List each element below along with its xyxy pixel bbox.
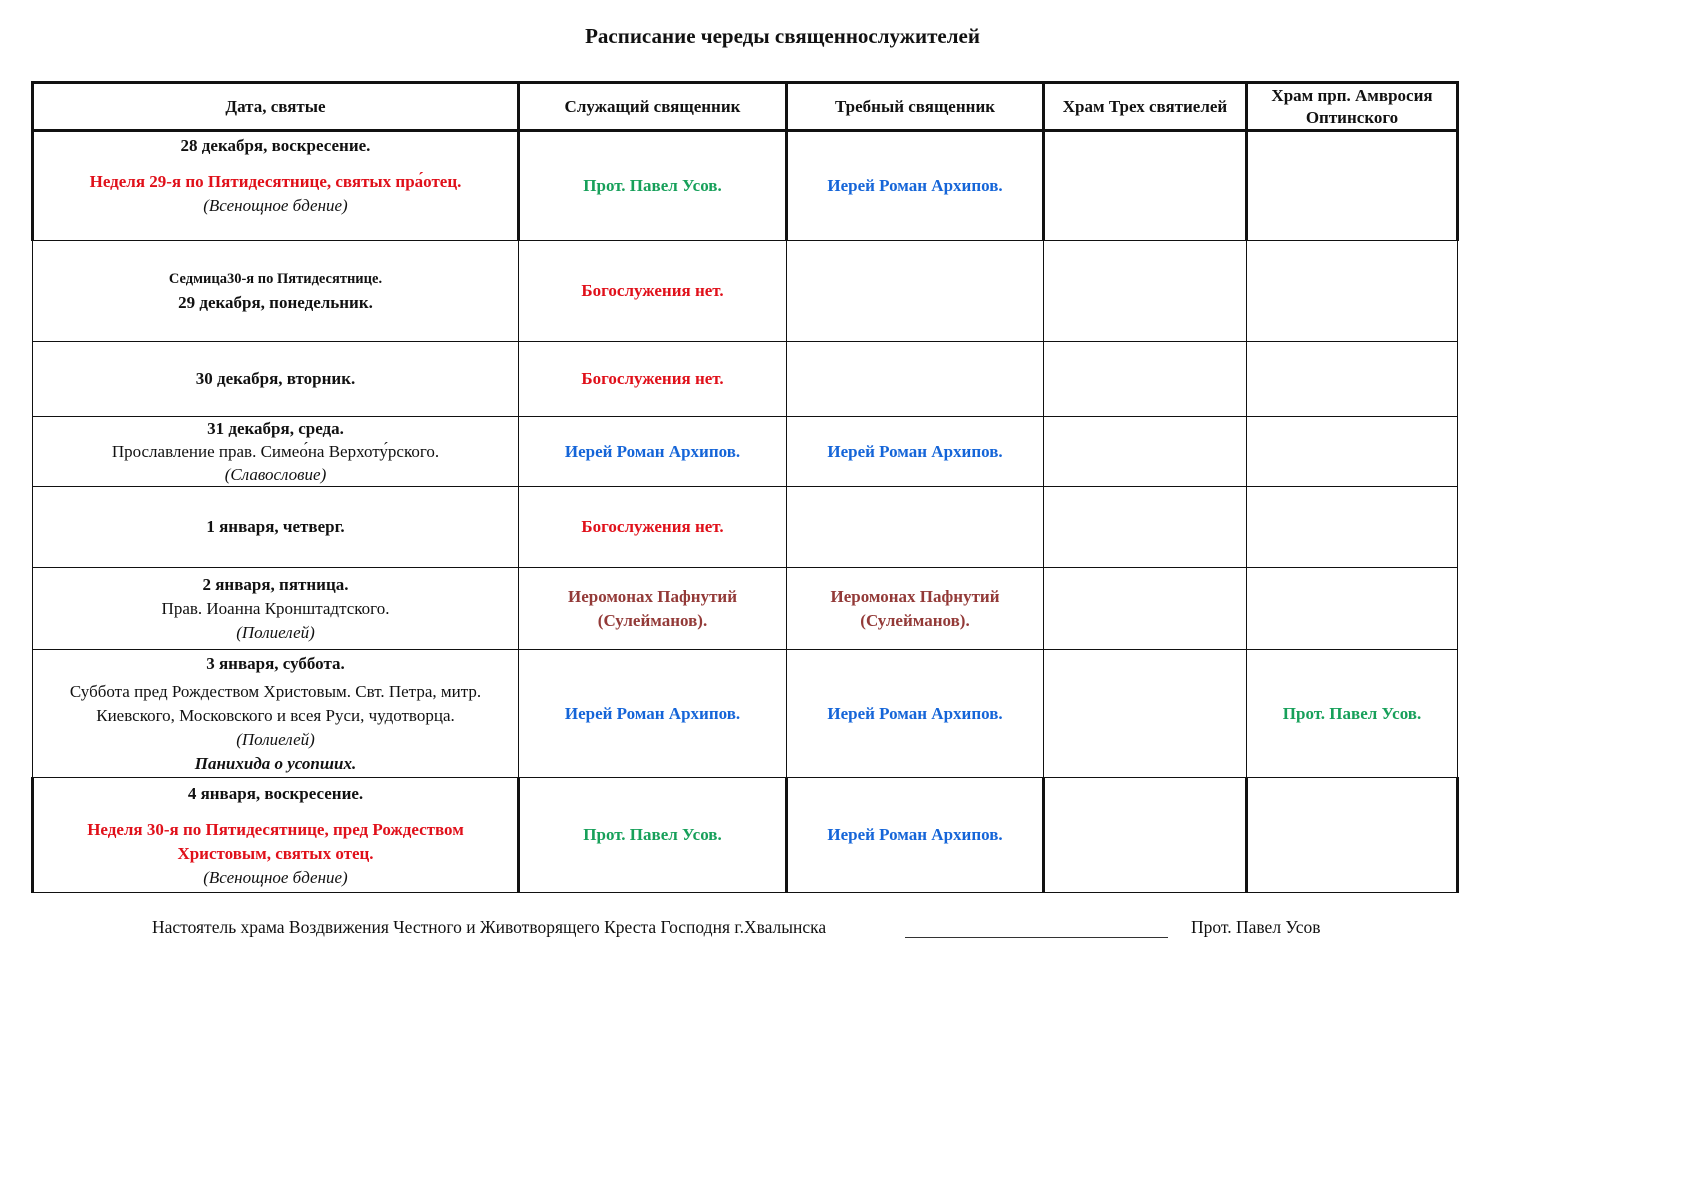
saint-text: Прав. Иоанна Кронштадтского.	[161, 598, 390, 618]
schedule-table	[31, 81, 1459, 893]
serving-priest-cell: Иерей Роман Архипов.	[519, 650, 787, 778]
table-row	[33, 487, 1458, 568]
date-text: 2 января, пятница.	[202, 574, 349, 594]
treby-priest-cell: Иерей Роман Архипов.	[787, 650, 1044, 778]
service-text: (Полиелей)	[236, 729, 315, 749]
date-text: 28 декабря, воскресение.	[180, 136, 371, 155]
header-three-hierarchs-church: Храм Трех святиелей	[1044, 83, 1247, 131]
service-text: (Всенощное бдение)	[203, 868, 348, 887]
table-row	[33, 650, 1458, 778]
date-cell	[33, 487, 519, 568]
serving-priest-cell: Богослужения нет.	[519, 241, 787, 342]
feast-text: Неделя 29-я по Пятидесятнице, святых пра́отец.	[89, 172, 462, 191]
date-cell	[33, 342, 519, 417]
ambrose-cell	[1247, 778, 1458, 893]
treby-priest-cell: Иерей Роман Архипов.	[787, 778, 1044, 893]
service-text: (Славословие)	[224, 465, 327, 484]
page-title: Расписание череды священнослужителей	[585, 24, 980, 48]
serving-priest-cell	[519, 568, 787, 650]
rector-label: Настоятель храма Воздвижения Честного и Животворящего Креста Господня г.Хвалынска	[152, 917, 827, 937]
date-cell	[33, 778, 519, 893]
serving-priest-name: Иеромонах Пафнутий	[567, 586, 738, 606]
three-hierarchs-cell	[1044, 417, 1247, 487]
date-cell	[33, 131, 519, 241]
date-text: 31 декабря, среда.	[207, 419, 344, 438]
saint-text-line1: Суббота пред Рождеством Христовым. Свт. Петра, митр.	[69, 681, 482, 701]
date-text: 3 января, суббота.	[206, 653, 345, 673]
service-text: (Всенощное бдение)	[203, 196, 348, 215]
saint-text-line2: Киевского, Московского и всея Руси, чудотворца.	[96, 705, 455, 725]
table-row	[33, 778, 1458, 893]
serving-priest-cell: Богослужения нет.	[519, 342, 787, 417]
three-hierarchs-cell	[1044, 487, 1247, 568]
treby-priest-cell	[787, 241, 1044, 342]
ambrose-cell	[1247, 417, 1458, 487]
three-hierarchs-cell	[1044, 131, 1247, 241]
signature-line	[905, 937, 1168, 938]
date-text: 1 января, четверг.	[206, 517, 345, 536]
date-cell	[33, 568, 519, 650]
treby-priest-cell	[787, 342, 1044, 417]
ambrose-cell	[1247, 487, 1458, 568]
saint-text: Прославление прав. Симео́на Верхоту́рского.	[111, 442, 440, 461]
treby-priest-cell	[787, 487, 1044, 568]
header-row	[33, 83, 1458, 131]
ambrose-cell: Прот. Павел Усов.	[1247, 650, 1458, 778]
date-text: 4 января, воскресение.	[187, 784, 364, 803]
table-row	[33, 417, 1458, 487]
header-ambrose-church: Храм прп. Амвросия Оптинского	[1247, 83, 1458, 131]
date-text: 29 декабря, понедельник.	[178, 293, 373, 312]
treby-priest-cell: Иерей Роман Архипов.	[787, 131, 1044, 241]
feast-text-line2: Христовым, святых отец.	[177, 844, 374, 863]
date-cell	[33, 650, 519, 778]
treby-priest-cell: Иерей Роман Архипов.	[787, 417, 1044, 487]
treby-priest-cell	[787, 568, 1044, 650]
serving-priest-cell: Иерей Роман Архипов.	[519, 417, 787, 487]
table-row	[33, 241, 1458, 342]
three-hierarchs-cell	[1044, 568, 1247, 650]
three-hierarchs-cell	[1044, 778, 1247, 893]
serving-priest-cell: Прот. Павел Усов.	[519, 131, 787, 241]
serving-priest-cell: Богослужения нет.	[519, 487, 787, 568]
ambrose-cell	[1247, 568, 1458, 650]
memorial-service-text: Панихида о усопших.	[194, 753, 357, 773]
week-text: Седмица30-я по Пятидесятнице.	[168, 271, 383, 287]
serving-priest-surname: (Сулейманов).	[597, 610, 708, 630]
date-cell	[33, 417, 519, 487]
ambrose-cell	[1247, 131, 1458, 241]
serving-priest-cell: Прот. Павел Усов.	[519, 778, 787, 893]
header-date-saints: Дата, святые	[33, 83, 519, 131]
treby-priest-surname: (Сулейманов).	[860, 610, 970, 630]
date-cell	[33, 241, 519, 342]
service-text: (Полиелей)	[236, 622, 315, 642]
header-serving-priest: Служащий священник	[519, 83, 787, 131]
three-hierarchs-cell	[1044, 241, 1247, 342]
signature-name: Прот. Павел Усов	[1191, 917, 1321, 937]
ambrose-cell	[1247, 342, 1458, 417]
three-hierarchs-cell	[1044, 650, 1247, 778]
table-row	[33, 131, 1458, 241]
table-row	[33, 342, 1458, 417]
three-hierarchs-cell	[1044, 342, 1247, 417]
header-treby-priest: Требный священник	[787, 83, 1044, 131]
table-row	[33, 568, 1458, 650]
treby-priest-name: Иеромонах Пафнутий	[830, 586, 1000, 606]
date-text: 30 декабря, вторник.	[195, 369, 356, 388]
feast-text-line1: Неделя 30-я по Пятидесятнице, пред Рождеством	[87, 820, 464, 839]
ambrose-cell	[1247, 241, 1458, 342]
